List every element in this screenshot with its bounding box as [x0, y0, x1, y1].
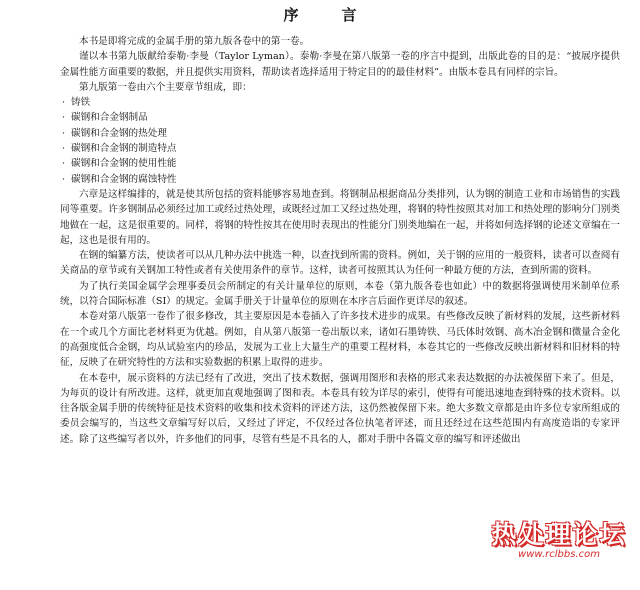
watermark-logo: 热处理论坛	[491, 520, 627, 549]
paragraph: 本卷对第八版第一卷作了很多修改，其主要原因是本卷插入了许多技术进步的成果。有些修改反映了新材料的发展，这些新材料在一个或几个方面比老材料更为优越。例如，自从第八版第一卷出版以来，诸如石墨铸铁、马氏体时效钢、高木冶金钢和微量合金化的高强度低合金钢，均从试验室内的珍品，发展为工业上大量生产的重要工程材料，本卷其它的一些修改反映出新材料和旧材料的特征，反映了在研究特性的方法和实验数据的积累上取得的进步。	[60, 311, 620, 369]
bullet-icon: ·	[62, 112, 66, 124]
list-item-label: 碳钢和合金钢的使用性能	[71, 158, 177, 170]
bullet-icon: ·	[62, 158, 66, 170]
paragraph: 本书是即将完成的金属手册的第九版各卷中的第一卷。	[79, 36, 310, 47]
list-item	[62, 172, 620, 187]
watermark-url: www.rclbbs.com	[518, 549, 600, 560]
bullet-icon: ·	[62, 127, 66, 139]
paragraph: 谨以本书第九版献给泰勒·李曼（Taylor Lyman）。泰勒·李曼在第八版第一卷的序言中提到，出版此卷的目的是：“披展序提供金属性能方面重要的数据，并且提供实用资料，帮助读者选择适用于特定目的的最佳材料”。由版本卷具有同样的宗旨。	[60, 51, 620, 78]
list-item	[62, 156, 620, 171]
preface-body	[60, 34, 620, 447]
list-item-label: 碳钢和合金钢的热处理	[71, 127, 167, 139]
list-item-label: 碳钢和合金钢的腐蚀特性	[71, 173, 177, 185]
list-item-label: 铸铁	[71, 97, 91, 109]
paragraph: 第九版第一卷由六个主要章节组成，即：	[79, 81, 252, 93]
chapter-list	[60, 95, 620, 187]
list-item-label: 碳钢和合金钢的制造特点	[71, 143, 177, 155]
list-item-label: 碳钢和合金钢制品	[71, 112, 148, 124]
list-item	[62, 141, 620, 156]
list-item	[62, 95, 620, 110]
list-item	[62, 110, 620, 125]
paragraph: 在钢的编纂方法，使读者可以从几种办法中挑选一种，以查找到所需的资料。例如，关于钢的应用的一般资料，读者可以查阅有关商品的章节或有关钢加工特性或者有关使用条件的章节。这样，读者可按照其认为任何一种最方便的方法，查到所需的资料。	[60, 250, 620, 277]
paragraph: 为了执行美国金属学会理事委员会所制定的有关计量单位的原则，本卷（第九版各卷也如此）中的数据将强调使用米制单位系统，以符合国际标准（SI）的规定。金属手册关于计量单位的原则在本序言后面作更详尽的叙述。	[60, 280, 620, 308]
bullet-icon: ·	[62, 143, 66, 155]
paragraph: 六章是这样编排的，就是使其所包括的资料能够容易地查到。将钢制品根据商品分类排列，认为钢的制造工业和市场销售的实践同等重要。许多钢制品必须经过加工或经过热处理，或既经过加工又经过热处理，将钢的特性按照其对加工和热处理的影响分门别类地做在一起，这是很重要的。同样，将钢的特性按其在使用时表现出的性能分门别类地编在一起，并将如何选择钢的论述文章编在一起，这也是很有用的。	[60, 188, 620, 246]
paragraph: 在本卷中，展示资料的方法已经有了改进，突出了技术数据，强调用图形和表格的形式来表达数据的办法被保留下来了。但是，为每页的设计有所改进。这样，就更加直观地强调了图和表。本卷具有较为详尽的索引，使得有可能迅速地查到特殊的技术资料。以往各版金属手册的传统特征是技术资料的收集和技术资料的评述方法，这仍然被保留下来。绝大多数文章都是由许多位专家所组成的委员会编写的，当这些文章编写好以后，又经过了评定，不仅经过各位执笔者评述，而且还经过在这些范围内有高度造诣的专家评述。除了这些编写者以外，许多他们的同事，尽管有些是不具名的人，都对手册中各篇文章的编写和评述做出	[60, 372, 620, 445]
bullet-icon: ·	[62, 97, 66, 109]
forum-watermark	[484, 515, 634, 560]
list-item	[62, 126, 620, 141]
page-title: 序 言	[283, 6, 371, 24]
bullet-icon: ·	[62, 173, 66, 185]
